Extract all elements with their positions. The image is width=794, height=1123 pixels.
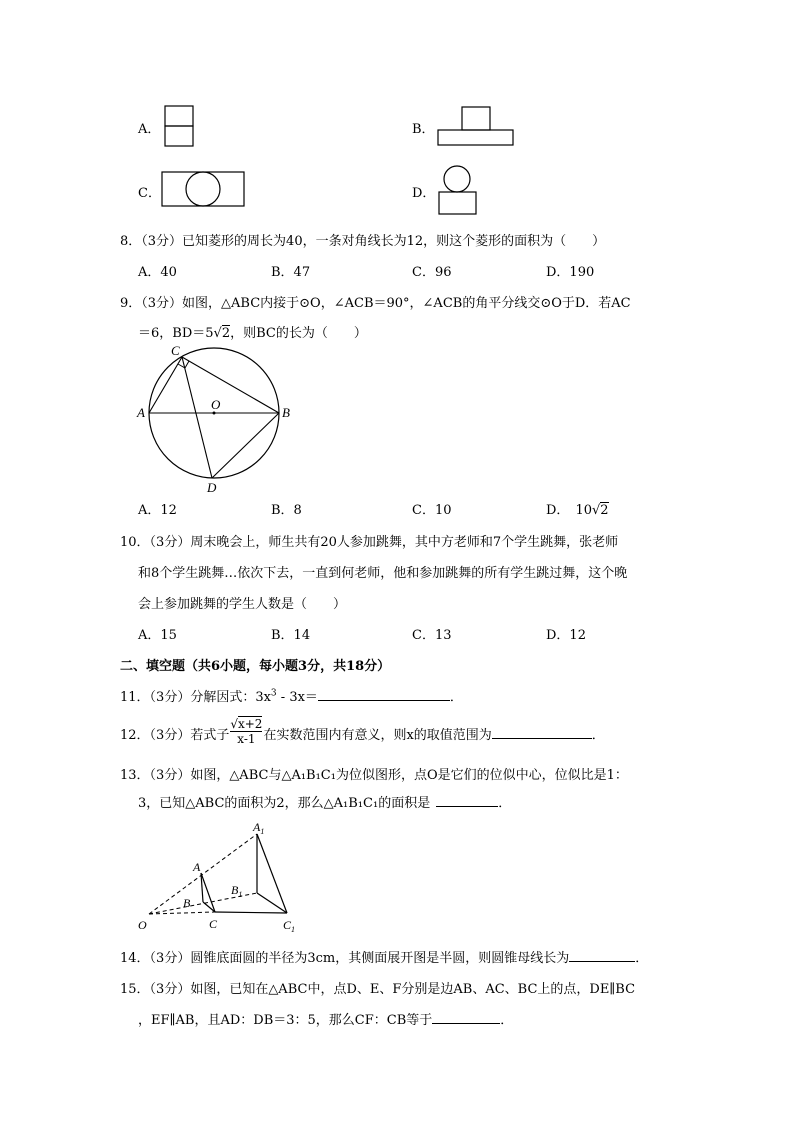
q13-label-a: A [193, 860, 201, 874]
q13-label-o: O [138, 918, 147, 932]
q13-answer-blank[interactable] [436, 794, 498, 807]
q7-option-a-figure [164, 105, 196, 151]
q13-label-c: C [209, 917, 218, 931]
q10-stem-line2: 和8个学生跳舞…依次下去，一直到何老师，他和参加跳舞的所有学生跳过舞，这个晚 [138, 566, 628, 581]
q13-label-b1: $B_1$ [231, 883, 243, 899]
q7-option-b-label: B． [412, 122, 435, 137]
q10-option-a: A．15 [138, 628, 177, 643]
q13-stem-line2: 3，已知△ABC的面积为2，那么△A₁B₁C₁的面积是 ． [138, 796, 512, 811]
q9-figure [135, 342, 295, 494]
q8-option-d: D．190 [546, 265, 595, 280]
q8-option-b: B．47 [271, 265, 311, 280]
q8-option-c: C．96 [412, 265, 452, 280]
q10-stem-line1: 10．（3分）周末晚会上，师生共有20人参加跳舞，其中方老师和7个学生跳舞，张老师 [120, 535, 619, 550]
q7-option-c-figure [161, 170, 249, 210]
q12-stem: 12．（3分）若式子 $\frac{√x+2}{x-1}$ 在实数范围内有意义，则x的取值范围为 ． [120, 717, 605, 746]
q13-figure [135, 818, 305, 936]
q15-stem-line1: 15．（3分）如图，已知在△ABC中，点D、E、F分别是边AB、AC、BC上的点，DE∥BC [120, 982, 636, 997]
q9-label-b: B [282, 405, 290, 420]
q14-stem: 14．（3分）圆锥底面圆的半径为3cm，其侧面展开图是半圆，则圆锥母线长为 ． [120, 951, 649, 966]
q8-option-a: A．40 [138, 265, 177, 280]
q15-stem-line2: ，EF∥AB，且AD：DB＝3：5，那么CF：CB等于 ． [138, 1013, 514, 1028]
q9-option-c: C．10 [412, 503, 452, 518]
q9-label-d: D [207, 480, 217, 494]
q10-stem-line3: 会上参加跳舞的学生人数是（ ） [138, 597, 347, 612]
q9-label-a: A [137, 405, 145, 420]
q13-stem-line1: 13．（3分）如图，△ABC与△A₁B₁C₁为位似图形，点O是它们的位似中心，位似比是1： [120, 768, 628, 783]
q10-option-d: D．12 [546, 628, 586, 643]
q13-label-a1: $A_1$ [253, 820, 265, 836]
q10-option-c: C．13 [412, 628, 452, 643]
q7-option-c-label: C． [138, 186, 161, 201]
q7-option-b-figure [437, 106, 517, 148]
q9-option-a: A．12 [138, 503, 177, 518]
q11-answer-blank[interactable] [318, 688, 450, 701]
section-title: 二、填空题（共6小题，每小题3分，共18分） [120, 659, 391, 674]
q9-stem-line1: 9．（3分）如图，△ABC内接于⊙O，∠ACB＝90°，∠ACB的角平分线交⊙O于D．若AC [120, 296, 631, 311]
q11-stem: 11．（3分）分解因式：$3x^3 - 3x=$ ． [120, 688, 463, 705]
q12-answer-blank[interactable] [492, 726, 592, 739]
q9-label-c: C [171, 343, 180, 358]
q15-answer-blank[interactable] [432, 1011, 500, 1024]
q9-label-o: O [211, 397, 221, 412]
q9-option-b: B．8 [271, 503, 302, 518]
q8-stem: 8．（3分）已知菱形的周长为40，一条对角线长为12，则这个菱形的面积为（ ） [120, 234, 606, 249]
q9-option-d: D． 10√2 [546, 503, 609, 518]
q14-answer-blank[interactable] [569, 949, 635, 962]
q7-option-d-label: D． [412, 186, 436, 201]
q13-label-c1: $C_1$ [283, 918, 296, 934]
q10-option-b: B．14 [271, 628, 311, 643]
q7-option-d-figure [437, 164, 481, 218]
q7-option-a-label: A． [138, 122, 161, 137]
q13-label-b: B [183, 896, 191, 910]
q9-stem-line2: ＝6，BD＝5√2，则BC的长为（ ） [138, 326, 367, 341]
